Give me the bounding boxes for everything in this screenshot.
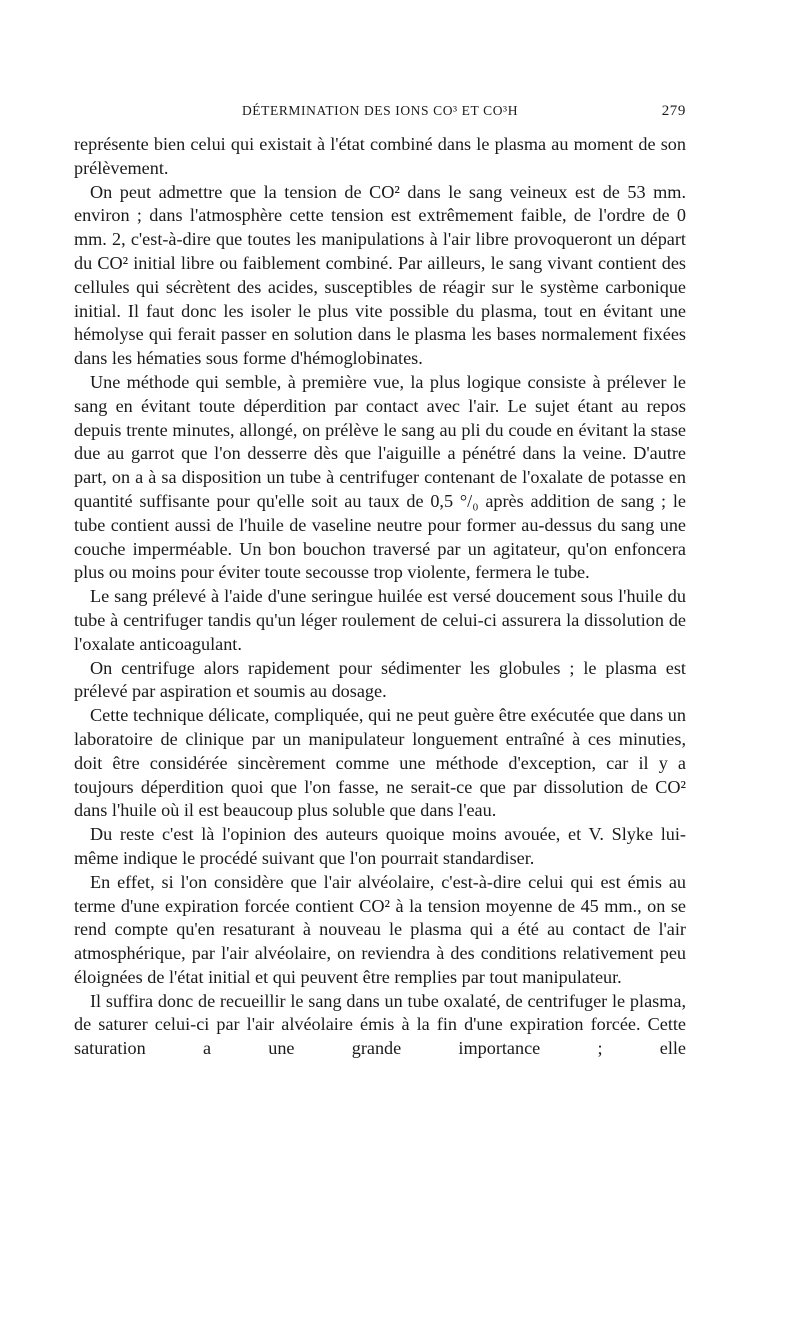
paragraph: En effet, si l'on considère que l'air alvéolaire, c'est-à-dire celui qui est émis au terme d'une expiration forcée contient CO² à la tension moyenne de 45 mm., on se rend compte qu'en resaturant à nouveau le plasma qui a été au contact de l'air atmosphérique, par l'air alvéolaire, on reviendra à des conditions relativement peu éloignées de l'état initial et qui peuvent être remplies par tout manipulateur. [74, 871, 686, 987]
paragraph-continuation: représente bien celui qui existait à l'état combiné dans le plasma au moment de son prélèvement. [74, 134, 686, 178]
paragraph: On centrifuge alors rapidement pour sédimenter les globules ; le plasma est prélevé par aspiration et soumis au dosage. [74, 657, 686, 702]
page-header [74, 103, 686, 125]
body-text [74, 133, 686, 1061]
paragraph: Cette technique délicate, compliquée, qui ne peut guère être exécutée que dans un laboratoire de clinique par un manipulateur longuement entraîné à ces minuties, doit être considérée sincèrement comme une méthode d'exception, car il y a toujours déperdition quoi que l'on fasse, ne serait-ce que par dissolution de CO² dans l'huile où il est beaucoup plus soluble que dans l'eau. [74, 705, 686, 821]
paragraph: Une méthode qui semble, à première vue, la plus logique consiste à prélever le sang en évitant toute déperdition par contact avec l'air. Le sujet étant au repos depuis trente minutes, allongé, on prélève le sang au pli du coude en évitant la stase due au garrot que l'on desserre dès que l'aiguille a pénétré dans la veine. D'autre part, on a à sa disposition un tube à centrifuger contenant de l'oxalate de potasse en quantité suffisante pour qu'elle soit au taux de 0,5 °/₀ après addition de sang ; le tube contient aussi de l'huile de vaseline neutre pour former au-dessus du sang une couche imperméable. Un bon bouchon traversé par un agitateur, qu'on enfoncera plus ou moins pour éviter toute secousse trop violente, fermera le tube. [74, 371, 686, 583]
running-title: DÉTERMINATION DES IONS CO³ ET CO³H [241, 103, 519, 118]
page-number: 279 [661, 103, 686, 119]
paragraph-continues-next-page: Il suffira donc de recueillir le sang dans un tube oxalaté, de centrifuger le plasma, de saturer celui-ci par l'air alvéolaire émis à la fin d'une expiration forcée. Cette saturation a une grande importance ; elle [74, 990, 686, 1059]
paragraph: Du reste c'est là l'opinion des auteurs quoique moins avouée, et V. Slyke lui-même indique le procédé suivant que l'on pourrait standardiser. [74, 824, 686, 868]
paragraph: On peut admettre que la tension de CO² dans le sang veineux est de 53 mm. environ ; dans l'atmosphère cette tension est extrêmement faible, de l'ordre de 0 mm. 2, c'est-à-dire que toutes les manipulations à l'air libre provoqueront un départ du CO² initial libre ou faiblement combiné. Par ailleurs, le sang vivant contient des cellules qui sécrètent des acides, susceptibles de réagir sur le système carbonique initial. Il faut donc les isoler le plus vite possible du plasma, tout en évitant une hémolyse qui ferait passer en solution dans le plasma les bases normalement fixées dans les hématies sous forme d'hémoglobinates. [74, 181, 686, 369]
paragraph: Le sang prélevé à l'aide d'une seringue huilée est versé doucement sous l'huile du tube à centrifuger tandis qu'un léger roulement de celui-ci assurera la dissolution de l'oxalate anticoagulant. [74, 586, 686, 654]
